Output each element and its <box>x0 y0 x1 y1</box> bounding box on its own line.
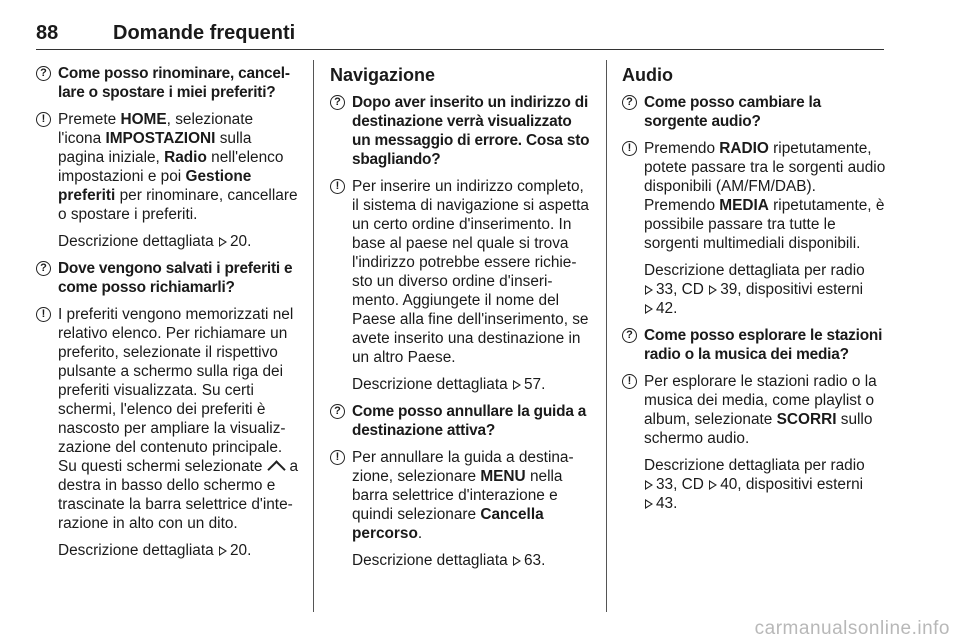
answer-text-run: ripetutamente, potete passare tra le sorgenti audio disponibili (AM/FM/DAB). Premendo <box>644 140 886 214</box>
faq-question <box>622 93 887 131</box>
page-reference-arrow-icon <box>219 237 227 247</box>
exclamation-circle-icon: ! <box>330 450 345 465</box>
page-reference-arrow-icon <box>513 380 521 390</box>
answer-text-run: Per annullare la guida a destina-zione, selezionare <box>352 449 574 485</box>
answer-text-run: sullo schermo audio. <box>644 411 873 447</box>
section-heading: Audio <box>622 65 673 85</box>
page-reference-arrow-icon <box>645 285 653 295</box>
question-text: Dove vengono salvati i preferiti e come posso richiamarli? <box>58 260 293 296</box>
watermark: carmanualsonline.info <box>754 618 950 639</box>
page-reference: 20. <box>229 542 252 560</box>
column-1 <box>36 64 300 568</box>
reference-line <box>330 375 593 394</box>
answer-text-run: sulla pagina iniziale, <box>58 130 252 166</box>
answer-text: Per inserire un indirizzo completo, il sistema di navigazione si aspetta un certo ordine d'inserimento. In base al paese nel quale si trova l'indirizzo potrebbe essere richie-sto un diverso ordine d'inseri-mento. Aggiungete il nome del Paese alla fine dell'inserimento, se avete inserito una destinazione in un altro Paese. <box>352 178 589 366</box>
answer-text-part: a destra in basso dello schermo e trascinate la barra selettrice d'inte-razione in alto con un dito. <box>58 458 299 533</box>
ui-keyword: SCORRI <box>776 411 837 428</box>
question-circle-icon: ? <box>622 95 637 110</box>
page-reference-arrow-icon <box>645 304 653 314</box>
page-reference: 20. <box>229 233 252 250</box>
header-divider <box>36 49 884 50</box>
page-reference-arrow-icon <box>219 546 227 556</box>
faq-answer <box>36 305 300 533</box>
answer-text <box>352 449 574 542</box>
faq-question <box>36 259 300 297</box>
question-circle-icon: ? <box>622 328 637 343</box>
faq-answer <box>622 372 887 448</box>
column-3 <box>622 64 887 521</box>
question-text: Come posso annullare la guida a destinazione attiva? <box>352 403 587 439</box>
column-divider <box>313 60 314 612</box>
faq-question <box>36 64 300 102</box>
ui-keyword: Cancella percorso <box>352 506 544 542</box>
page-reference: 42. <box>656 300 678 317</box>
column-2 <box>330 64 593 578</box>
page-reference-arrow-icon <box>709 285 717 295</box>
page-reference: 43. <box>656 495 678 512</box>
answer-text-run: nella barra selettrice d'interazione e quindi selezionare <box>352 468 563 523</box>
answer-text-run: Premendo <box>644 140 720 157</box>
page-reference: 63. <box>523 552 546 569</box>
page-reference: 40, dispositivi esterni <box>720 476 864 493</box>
faq-answer <box>330 177 593 367</box>
reference-label: Descrizione dettagliata <box>58 233 214 250</box>
column-divider <box>606 60 607 612</box>
question-circle-icon: ? <box>36 66 51 81</box>
answer-text <box>644 140 885 252</box>
answer-text <box>58 306 298 532</box>
page-reference-arrow-icon <box>513 556 521 566</box>
page-number: 88 <box>36 22 59 44</box>
faq-answer <box>622 139 887 253</box>
page-reference-arrow-icon <box>709 480 717 490</box>
answer-text-run: nell'elenco impostazioni e poi <box>58 149 284 185</box>
reference-line <box>36 541 300 560</box>
answer-text <box>58 111 298 223</box>
ui-keyword: Radio <box>164 149 207 166</box>
ui-keyword: HOME <box>120 111 167 128</box>
answer-text-run: ripetutamente, è possibile passare tra tutte le sorgenti multimediali disponibili. <box>644 197 885 252</box>
faq-answer <box>330 448 593 543</box>
reference-label: Descrizione dettagliata <box>58 542 214 560</box>
question-circle-icon: ? <box>330 95 345 110</box>
faq-question <box>330 93 593 169</box>
exclamation-circle-icon: ! <box>330 179 345 194</box>
reference-line <box>622 456 887 513</box>
question-text: Come posso cambiare la sorgente audio? <box>644 94 821 130</box>
question-text: Dopo aver inserito un indirizzo di destinazione verrà visualizzato un messaggio di errore. Cosa sto sbagliando? <box>352 94 590 168</box>
reference-label: Descrizione dettagliata <box>352 376 508 393</box>
ui-keyword: MEDIA <box>719 197 769 214</box>
faq-answer <box>36 110 300 224</box>
question-text: Come posso esplorare le stazioni radio o la musica dei media? <box>644 327 883 363</box>
ui-keyword: Gestione preferiti <box>58 168 252 204</box>
exclamation-circle-icon: ! <box>622 141 637 156</box>
question-circle-icon: ? <box>330 404 345 419</box>
reference-line <box>36 232 300 251</box>
answer-text-run: . <box>417 525 423 542</box>
question-text: Come posso rinominare, cancel-lare o spostare i miei preferiti? <box>58 65 290 101</box>
page-reference-arrow-icon <box>645 480 653 490</box>
faq-question <box>622 326 887 364</box>
answer-text-run: Per esplorare le stazioni radio o la musica dei media, come playlist o album, selezionate <box>644 373 877 428</box>
answer-text-part: I preferiti vengono memorizzati nel relativo elenco. Per richiamare un preferito, selezionate il rispettivo pulsante a schermo sulla riga dei preferiti visualizzata. Su certi schermi, l'elenco dei preferiti è nascosto per ampliare la visualiz-zazione del contenuto principale. Su questi schermi selezionate <box>58 306 294 475</box>
exclamation-circle-icon: ! <box>36 307 51 322</box>
faq-question <box>330 402 593 440</box>
reference-line <box>330 551 593 570</box>
reference-label: Descrizione dettagliata per radio <box>644 457 865 474</box>
reference-label: Descrizione dettagliata <box>352 552 508 569</box>
answer-text-run: per rinominare, cancellare o spostare i preferiti. <box>58 187 298 223</box>
page-title: Domande frequenti <box>113 22 296 44</box>
page-reference: 39, dispositivi esterni <box>720 281 864 298</box>
section-heading: Navigazione <box>330 65 436 85</box>
page-reference-arrow-icon <box>645 499 653 509</box>
page-reference: 33, CD <box>656 476 704 493</box>
question-circle-icon: ? <box>36 261 51 276</box>
exclamation-circle-icon: ! <box>622 374 637 389</box>
answer-text <box>644 373 877 447</box>
ui-keyword: IMPOSTAZIONI <box>105 130 216 147</box>
reference-label: Descrizione dettagliata per radio <box>644 262 865 279</box>
answer-text-run: Premete <box>58 111 121 128</box>
exclamation-circle-icon: ! <box>36 112 51 127</box>
answer-text-run: , selezionate l'icona <box>58 111 254 147</box>
page-reference: 57. <box>523 376 546 393</box>
ui-keyword: RADIO <box>719 140 769 157</box>
reference-line <box>622 261 887 318</box>
page-reference: 33, CD <box>656 281 704 298</box>
ui-keyword: MENU <box>480 468 526 485</box>
